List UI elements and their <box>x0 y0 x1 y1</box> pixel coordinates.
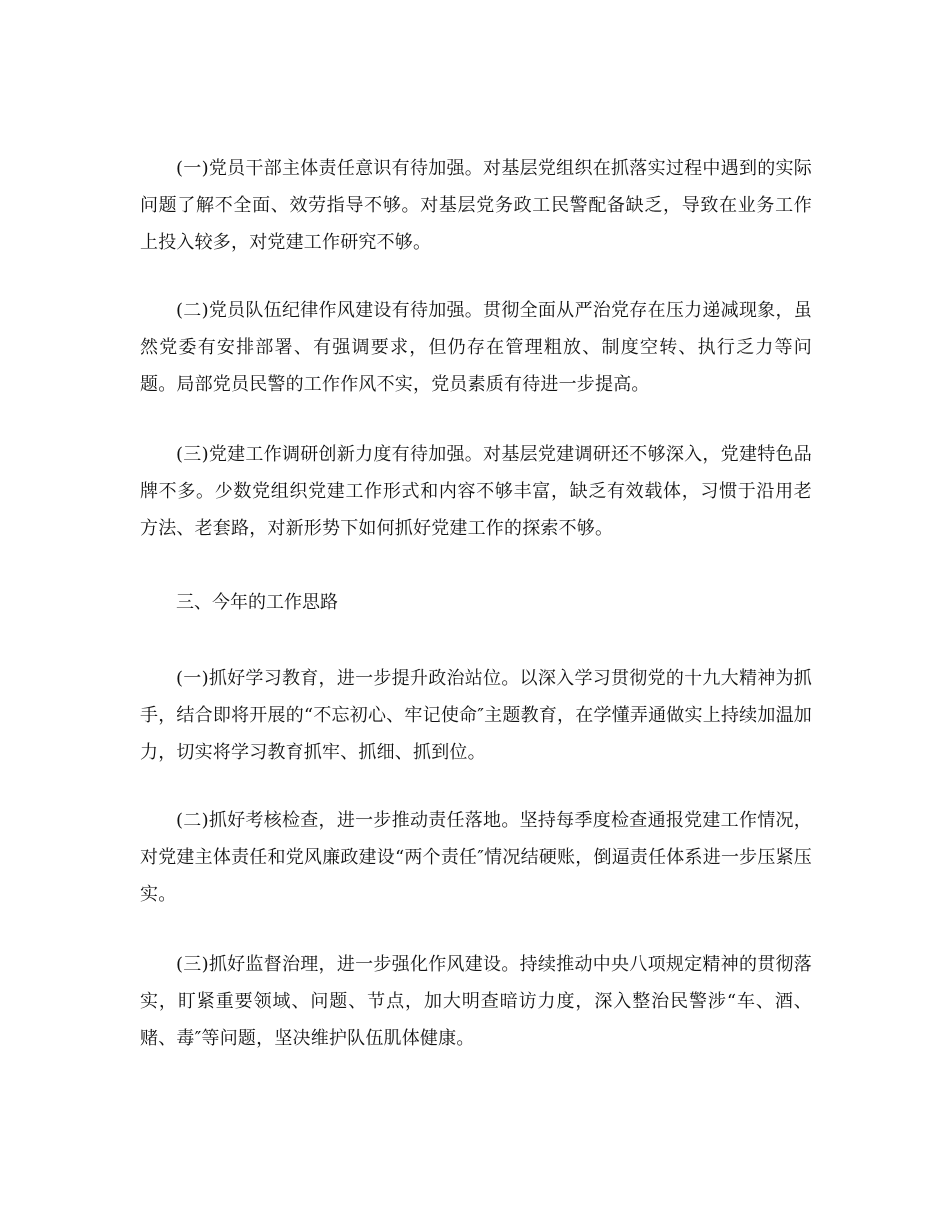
plan-paragraph-3: (三)抓好监督治理，进一步强化作风建设。持续推动中央八项规定精神的贯彻落实，盯紧重要领域、问题、节点，加大明查暗访力度，深入整治民警涉“车、酒、赌、毒″等问题，坚决维护队伍肌体健康。 <box>140 954 812 1049</box>
problem-paragraph-3: (三)党建工作调研创新力度有待加强。对基层党建调研还不够深入，党建特色品牌不多。少数党组织党建工作形式和内容不够丰富，缺乏有效载体，习惯于沿用老方法、老套路，对新形势下如何抓好党建工作的探索不够。 <box>140 444 812 539</box>
plan-paragraph-2: (二)抓好考核检查，进一步推动责任落地。坚持每季度检查通报党建工作情况，对党建主体责任和党风廉政建设“两个责任″情况结硬账，倒逼责任体系进一步压紧压实。 <box>140 810 812 905</box>
problem-paragraph-2: (二)党员队伍纪律作风建设有待加强。贯彻全面从严治党存在压力递减现象，虽然党委有安排部署、有强调要求，但仍存在管理粗放、制度空转、执行乏力等问题。局部党员民警的工作作风不实，党员素质有待进一步提高。 <box>140 300 812 395</box>
plan-paragraph-1: (一)抓好学习教育，进一步提升政治站位。以深入学习贯彻党的十九大精神为抓手，结合即将开展的“不忘初心、牢记使命″主题教育，在学懂弄通做实上持续加温加力，切实将学习教育抓牢、抓细、抓到位。 <box>140 668 812 763</box>
section-heading: 三、今年的工作思路 <box>176 592 338 613</box>
problem-paragraph-1: (一)党员干部主体责任意识有待加强。对基层党组织在抓落实过程中遇到的实际问题了解不全面、效劳指导不够。对基层党务政工民警配备缺乏，导致在业务工作上投入较多，对党建工作研究不够。 <box>140 158 812 253</box>
